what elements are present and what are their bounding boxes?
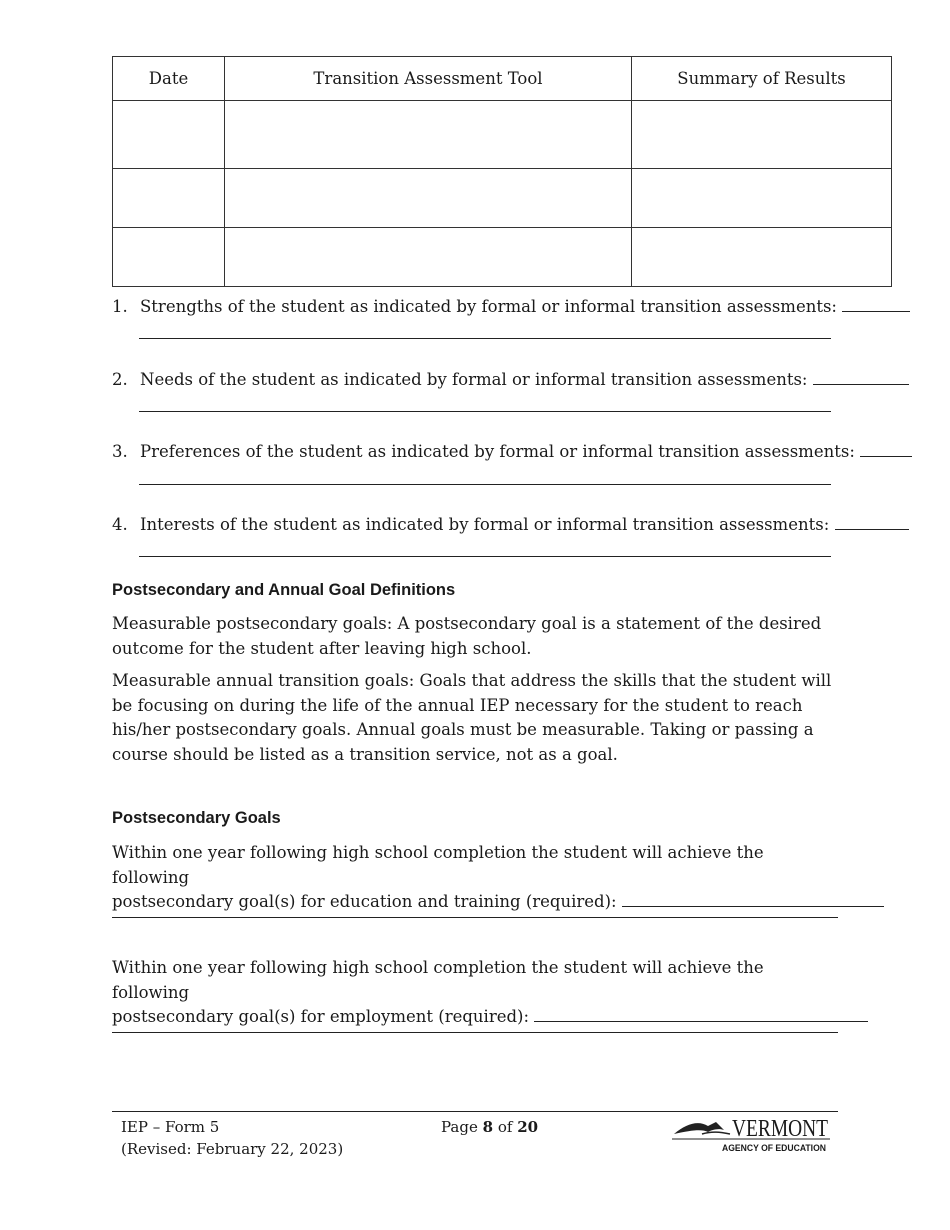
page-total: 20 xyxy=(517,1118,539,1136)
employment-goal-intro: Within one year following high school completion the student will achieve the following xyxy=(112,958,764,1002)
table-row xyxy=(113,169,892,228)
item-text: Interests of the student as indicated by formal or informal transition assessments: xyxy=(140,515,830,534)
table-cell-date[interactable] xyxy=(113,101,225,169)
table-cell-tool[interactable] xyxy=(225,169,632,228)
preferences-blank-field[interactable] xyxy=(860,442,912,457)
item-number: 1. xyxy=(112,297,128,316)
employment-goal-answer-line[interactable] xyxy=(112,1032,838,1033)
education-goal-answer-line[interactable] xyxy=(112,917,838,918)
table-cell-tool[interactable] xyxy=(225,228,632,287)
logo-title: VERMONT xyxy=(732,1116,829,1142)
postsecondary-goal-definition: Measurable postsecondary goals: A postsecondary goal is a statement of the desired outcome for the student after leaving high school. xyxy=(112,614,822,658)
footer-revised-date: (Revised: February 22, 2023) xyxy=(121,1140,344,1158)
item-number: 3. xyxy=(112,442,128,461)
column-header-summary: Summary of Results xyxy=(632,57,892,101)
interests-answer-line[interactable] xyxy=(139,556,831,557)
table-cell-summary[interactable] xyxy=(632,169,892,228)
definitions-heading: Postsecondary and Annual Goal Definitions xyxy=(112,581,456,599)
table-cell-tool[interactable] xyxy=(225,101,632,169)
footer-form-name: IEP – Form 5 xyxy=(121,1118,220,1136)
item-text: Preferences of the student as indicated by formal or informal transition assessments: xyxy=(140,442,855,461)
education-goal-intro: Within one year following high school completion the student will achieve the following xyxy=(112,843,764,887)
logo-subtitle: AGENCY OF EDUCATION xyxy=(722,1143,827,1154)
table-header-row xyxy=(113,57,892,101)
employment-goal-field[interactable] xyxy=(534,1007,868,1022)
item-text: Needs of the student as indicated by formal or informal transition assessments: xyxy=(140,370,808,389)
table-cell-date[interactable] xyxy=(113,169,225,228)
annual-goal-definition: Measurable annual transition goals: Goals that address the skills that the student will be focusing on during the life of the annual IEP necessary for the student to reach his/her postsecondary goals. Annual goals must be measurable. Taking or passing a course should be listed as a transition service, not as a goal. xyxy=(112,671,832,764)
page-current: 8 xyxy=(482,1118,494,1136)
transition-assessment-table xyxy=(112,56,892,287)
education-goal-field[interactable] xyxy=(622,892,884,907)
strengths-blank-field[interactable] xyxy=(842,297,910,312)
education-goal-label: postsecondary goal(s) for education and training (required): xyxy=(112,892,617,911)
vermont-agency-logo xyxy=(672,1112,832,1156)
table-row xyxy=(113,228,892,287)
employment-goal-label: postsecondary goal(s) for employment (required): xyxy=(112,1007,530,1026)
needs-blank-field[interactable] xyxy=(813,370,909,385)
employment-goal-prompt xyxy=(112,956,842,1030)
table-cell-date[interactable] xyxy=(113,228,225,287)
item-number: 4. xyxy=(112,515,128,534)
preferences-answer-line[interactable] xyxy=(139,484,831,485)
table-cell-summary[interactable] xyxy=(632,101,892,169)
page-number: Page 8 of 20 xyxy=(441,1118,539,1136)
column-header-tool: Transition Assessment Tool xyxy=(225,57,632,101)
needs-answer-line[interactable] xyxy=(139,411,831,412)
item-text: Strengths of the student as indicated by formal or informal transition assessments: xyxy=(140,297,837,316)
column-header-date: Date xyxy=(113,57,225,101)
interests-blank-field[interactable] xyxy=(835,515,909,530)
postsecondary-goals-heading: Postsecondary Goals xyxy=(112,809,281,827)
strengths-answer-line[interactable] xyxy=(139,338,831,339)
mountain-ridge-icon xyxy=(702,1132,730,1134)
table-cell-summary[interactable] xyxy=(632,228,892,287)
education-goal-prompt xyxy=(112,841,842,915)
footer-form-info xyxy=(121,1116,343,1160)
item-number: 2. xyxy=(112,370,128,389)
table-row xyxy=(113,101,892,169)
